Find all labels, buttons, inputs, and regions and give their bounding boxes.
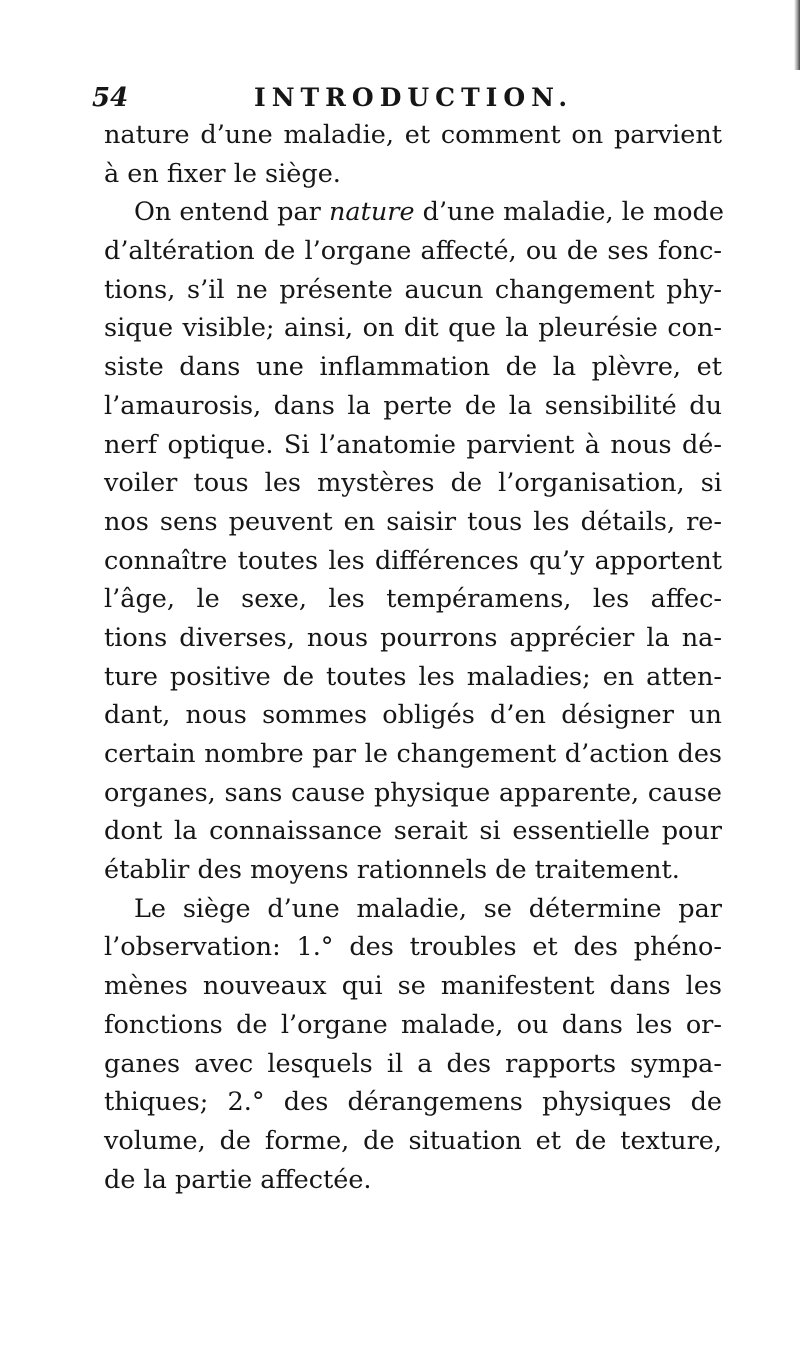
text-line: à en fixer le siège. <box>104 158 341 189</box>
text-line: dant, nous sommes obligés d’en désigner un <box>104 700 722 731</box>
text-line: sique visible; ainsi, on dit que la pleurésie con- <box>104 313 722 344</box>
text-line: organes, sans cause physique apparente, cause <box>104 777 722 808</box>
text-line: volume, de forme, de situation et de texture, <box>104 1125 722 1156</box>
text-line: tions diverses, nous pourrons apprécier la na- <box>104 622 722 653</box>
text-line: établir des moyens rationnels de traitement. <box>104 855 680 886</box>
page-edge-shadow <box>794 0 800 70</box>
text-line: ture positive de toutes les maladies; en atten- <box>104 661 722 692</box>
italic-term: nature <box>328 197 415 228</box>
running-head: INTRODUCTION. <box>254 83 574 112</box>
text-line: mènes nouveaux qui se manifestent dans les <box>104 971 722 1002</box>
text-line: nature d’une maladie, et comment on parvient <box>104 120 722 150</box>
text-line: certain nombre par le changement d’action des <box>104 739 722 769</box>
text-line <box>104 193 722 232</box>
text-line: l’observation: 1.° des troubles et des phéno- <box>104 932 722 963</box>
text-line: l’âge, le sexe, les tempéramens, les affec- <box>104 584 722 615</box>
text-line: dont la connaissance serait si essentielle pour <box>104 816 722 847</box>
text-line: nos sens peuvent en saisir tous les détails, re- <box>104 506 722 537</box>
page-header <box>92 78 732 118</box>
text-line: ganes avec lesquels il a des rapports sympa- <box>104 1048 722 1079</box>
text-line: voiler tous les mystères de l’organisation, si <box>104 468 722 499</box>
text-line: connaître toutes les différences qu’y apportent <box>104 545 722 576</box>
text-line: nerf optique. Si l’anatomie parvient à nous dé- <box>104 429 722 460</box>
body-text <box>104 116 722 1199</box>
text-run: On entend par <box>134 197 329 228</box>
text-line: siste dans une inflammation de la plèvre, et <box>104 352 722 383</box>
text-line: tions, s’il ne présente aucun changement phy- <box>104 274 722 305</box>
text-line: l’amaurosis, dans la perte de la sensibilité du <box>104 390 722 421</box>
text-line: d’altération de l’organe affecté, ou de ses fonc- <box>104 236 722 267</box>
page-number: 54 <box>92 83 129 113</box>
text-run: d’une maladie, le mode <box>422 197 724 228</box>
text-line: fonctions de l’organe malade, ou dans les or- <box>104 1009 722 1040</box>
text-line: Le siège d’une maladie, se détermine par <box>134 893 722 924</box>
text-line: de la partie affectée. <box>104 1164 372 1195</box>
text-line: thiques; 2.° des dérangemens physiques de <box>104 1087 722 1118</box>
